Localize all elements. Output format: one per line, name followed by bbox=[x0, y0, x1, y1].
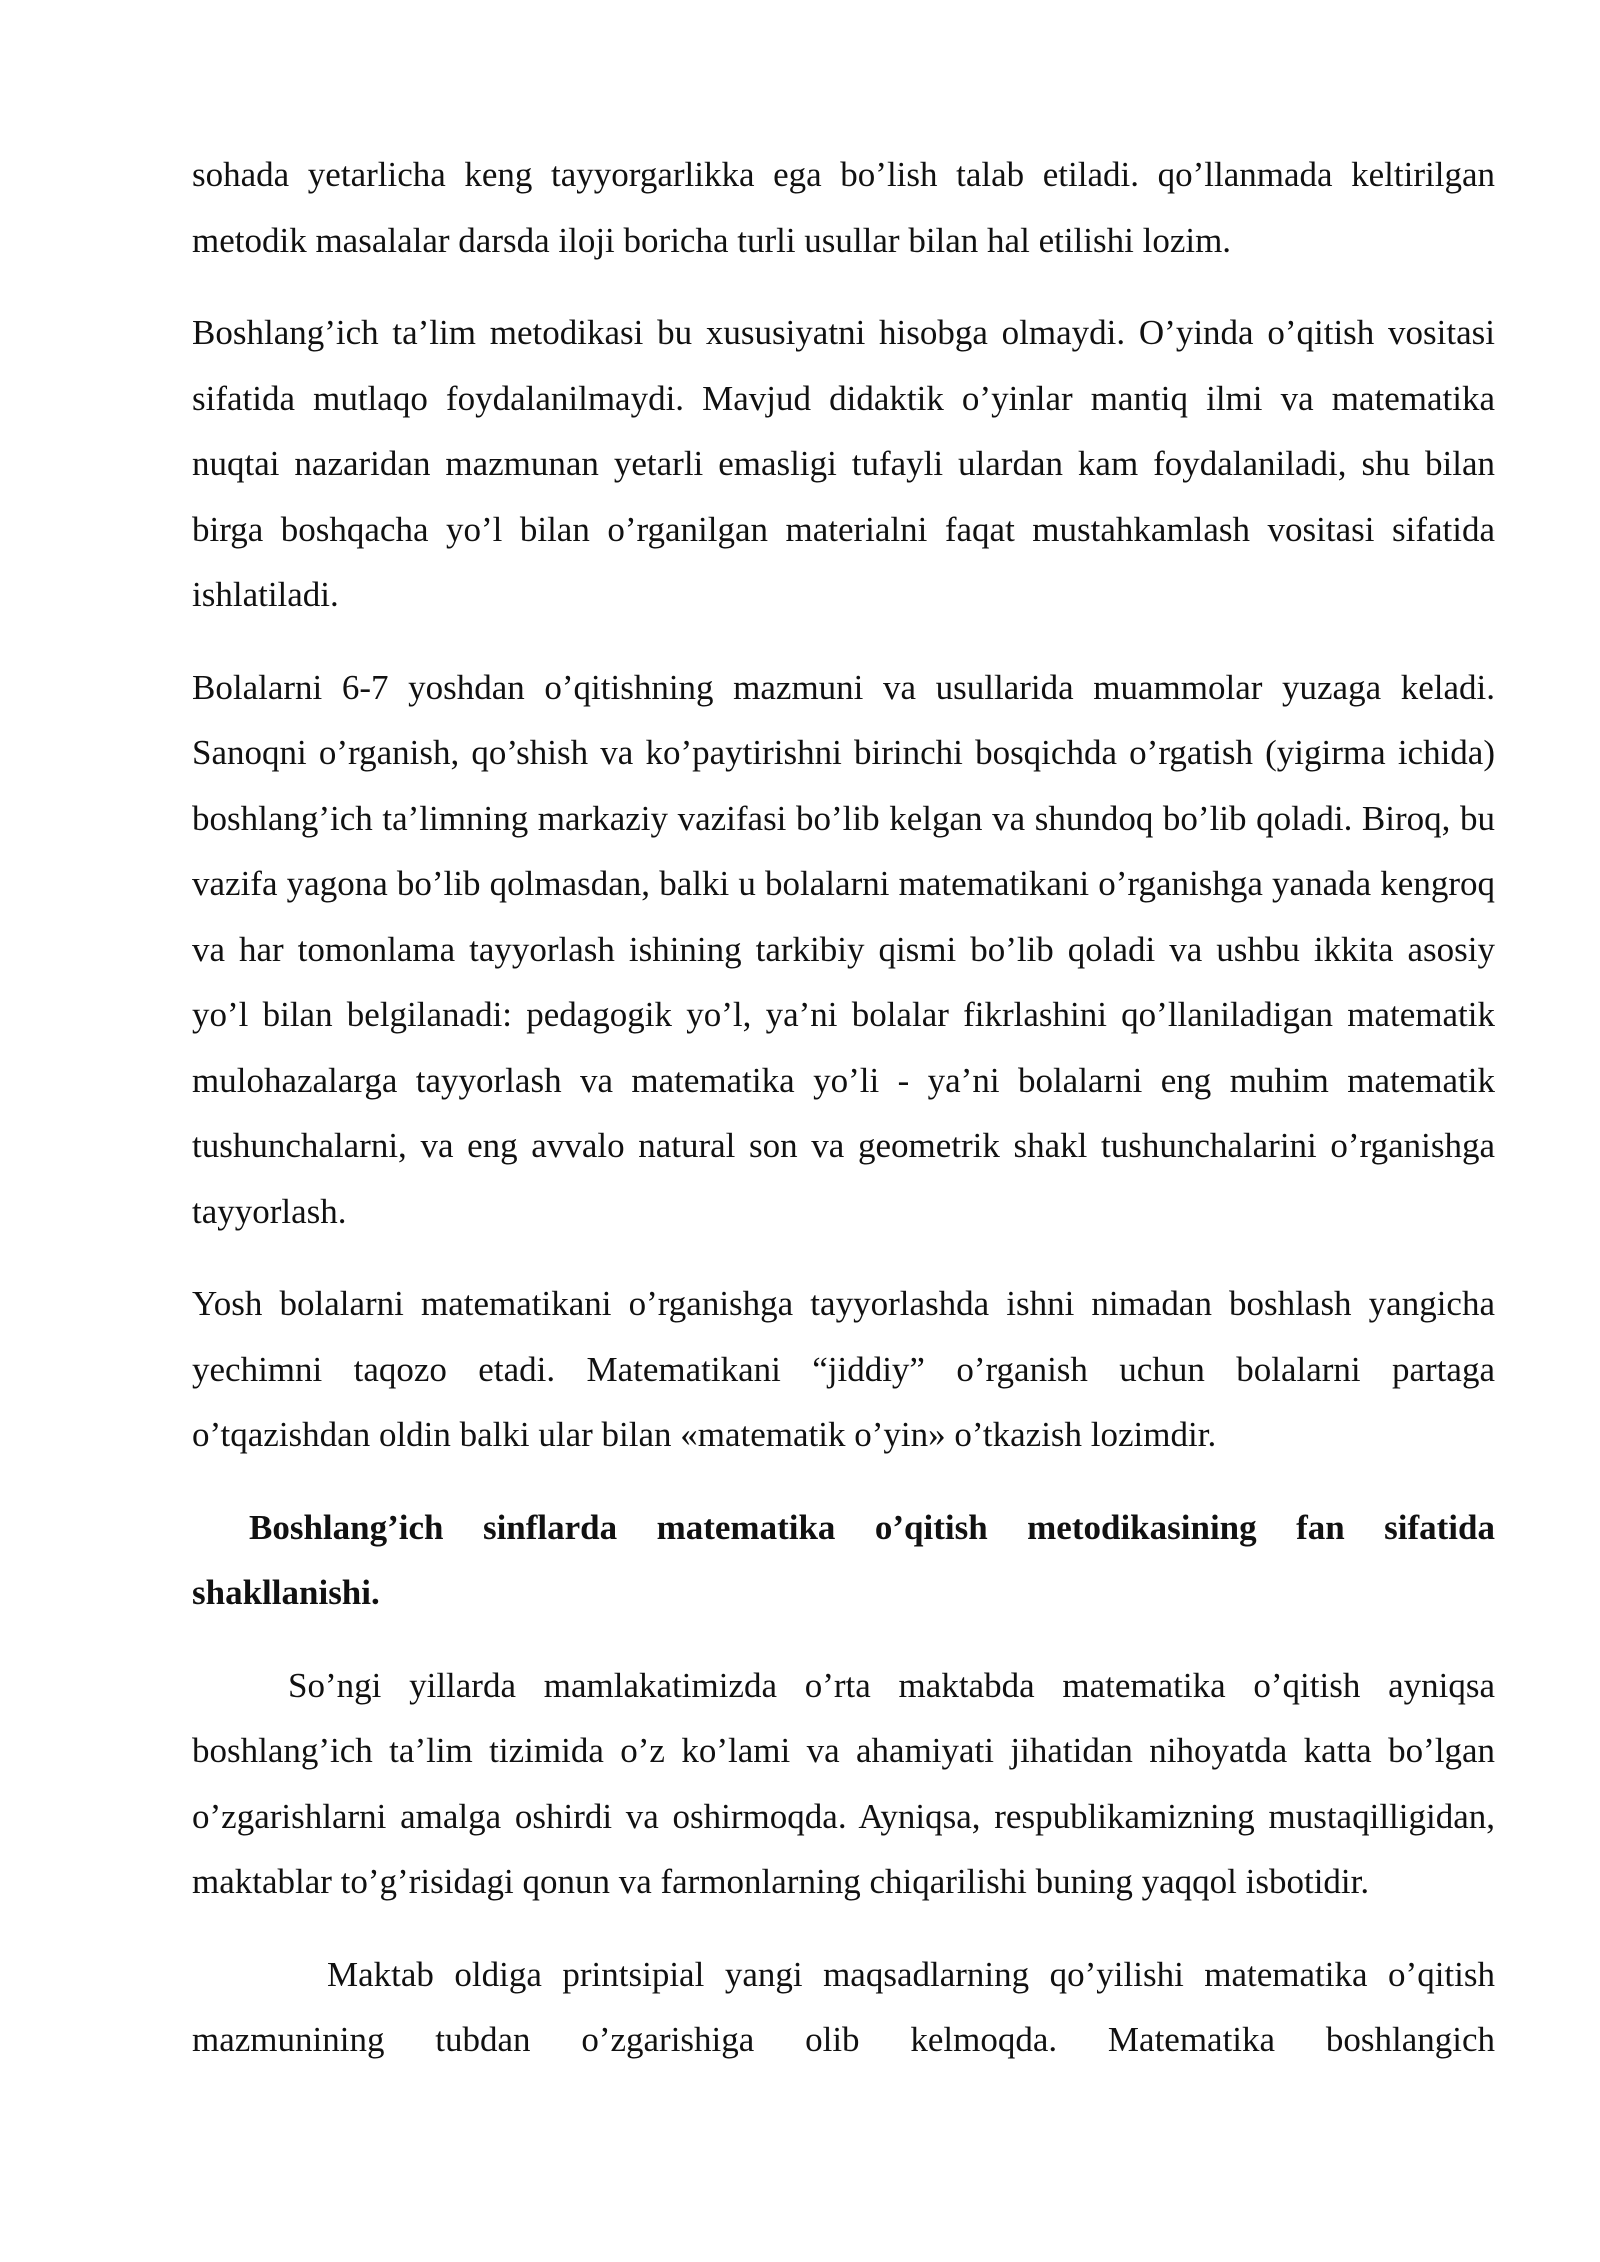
section-heading: Boshlang’ich sinflarda matematika o’qitish metodikasining fan sifatida shakllanishi. bbox=[192, 1507, 1495, 1612]
paragraph-3: Bolalarni 6-7 yoshdan o’qitishning mazmuni va usullarida muammolar yuzaga keladi. Sanoqni o’rganish, qo’shish va ko’paytirishni birinchi bosqichda o’rgatish (yigirma ichida) boshlang’ich ta’limning markaziy vazifasi bo’lib kelgan va shundoq bo’lib qoladi. Biroq, bu vazifa yagona bo’lib qolmasdan, balki u bolalarni matematikani o’rganishga yanada kengroq va har tomonlama tayyorlash ishining tarkibiy qismi bo’lib qoladi va ushbu ikkita asosiy yo’l bilan belgilanadi: pedagogik yo’l, ya’ni bolalar fikrlashini qo’llaniladigan matematik mulohazalarga tayyorlash va matematika yo’li - ya’ni bolalarni eng muhim matematik tushunchalarni, va eng avvalo natural son va geometrik shakl tushunchalarini o’rganishga tayyorlash. bbox=[192, 667, 1495, 1231]
paragraph-5: So’ngi yillarda mamlakatimizda o’rta maktabda matematika o’qitish ayniqsa boshlang’ich ta’lim tizimida o’z ko’lami va ahamiyati jihatidan nihoyatda katta bo’lgan o’zgarishlarni amalga oshirdi va oshirmoqda. Ayniqsa, respublikamizning mustaqilligidan, maktablar to’g’risidagi qonun va farmonlarning chiqarilishi buning yaqqol isbotidir. bbox=[192, 1665, 1495, 1901]
paragraph-6: Maktab oldiga printsipial yangi maqsadlarning qo’yilishi matematika o’qitish mazmunining tubdan o’zgarishiga olib kelmoqda. Matematika boshlangich bbox=[192, 1954, 1495, 2059]
document-page bbox=[192, 142, 1495, 2100]
paragraph-2: Boshlang’ich ta’lim metodikasi bu xususiyatni hisobga olmaydi. O’yinda o’qitish vositasi sifatida mutlaqo foydalanilmaydi. Mavjud didaktik o’yinlar mantiq ilmi va matematika nuqtai nazaridan mazmunan yetarli emasligi tufayli ulardan kam foydalaniladi, shu bilan birga boshqacha yo’l bilan o’rganilgan materialni faqat mustahkamlash vositasi sifatida ishlatiladi. bbox=[192, 313, 1495, 614]
paragraph-4: Yosh bolalarni matematikani o’rganishga tayyorlashda ishni nimadan boshlash yangicha yechimni taqozo etadi. Matematikani “jiddiy” o’rganish uchun bolalarni partaga o’tqazishdan oldin balki ular bilan «matematik o’yin» o’tkazish lozimdir. bbox=[192, 1284, 1495, 1454]
paragraph-1: sohada yetarlicha keng tayyorgarlikka ega bo’lish talab etiladi. qo’llanmada keltirilgan metodik masalalar darsda iloji boricha turli usullar bilan hal etilishi lozim. bbox=[192, 155, 1495, 260]
